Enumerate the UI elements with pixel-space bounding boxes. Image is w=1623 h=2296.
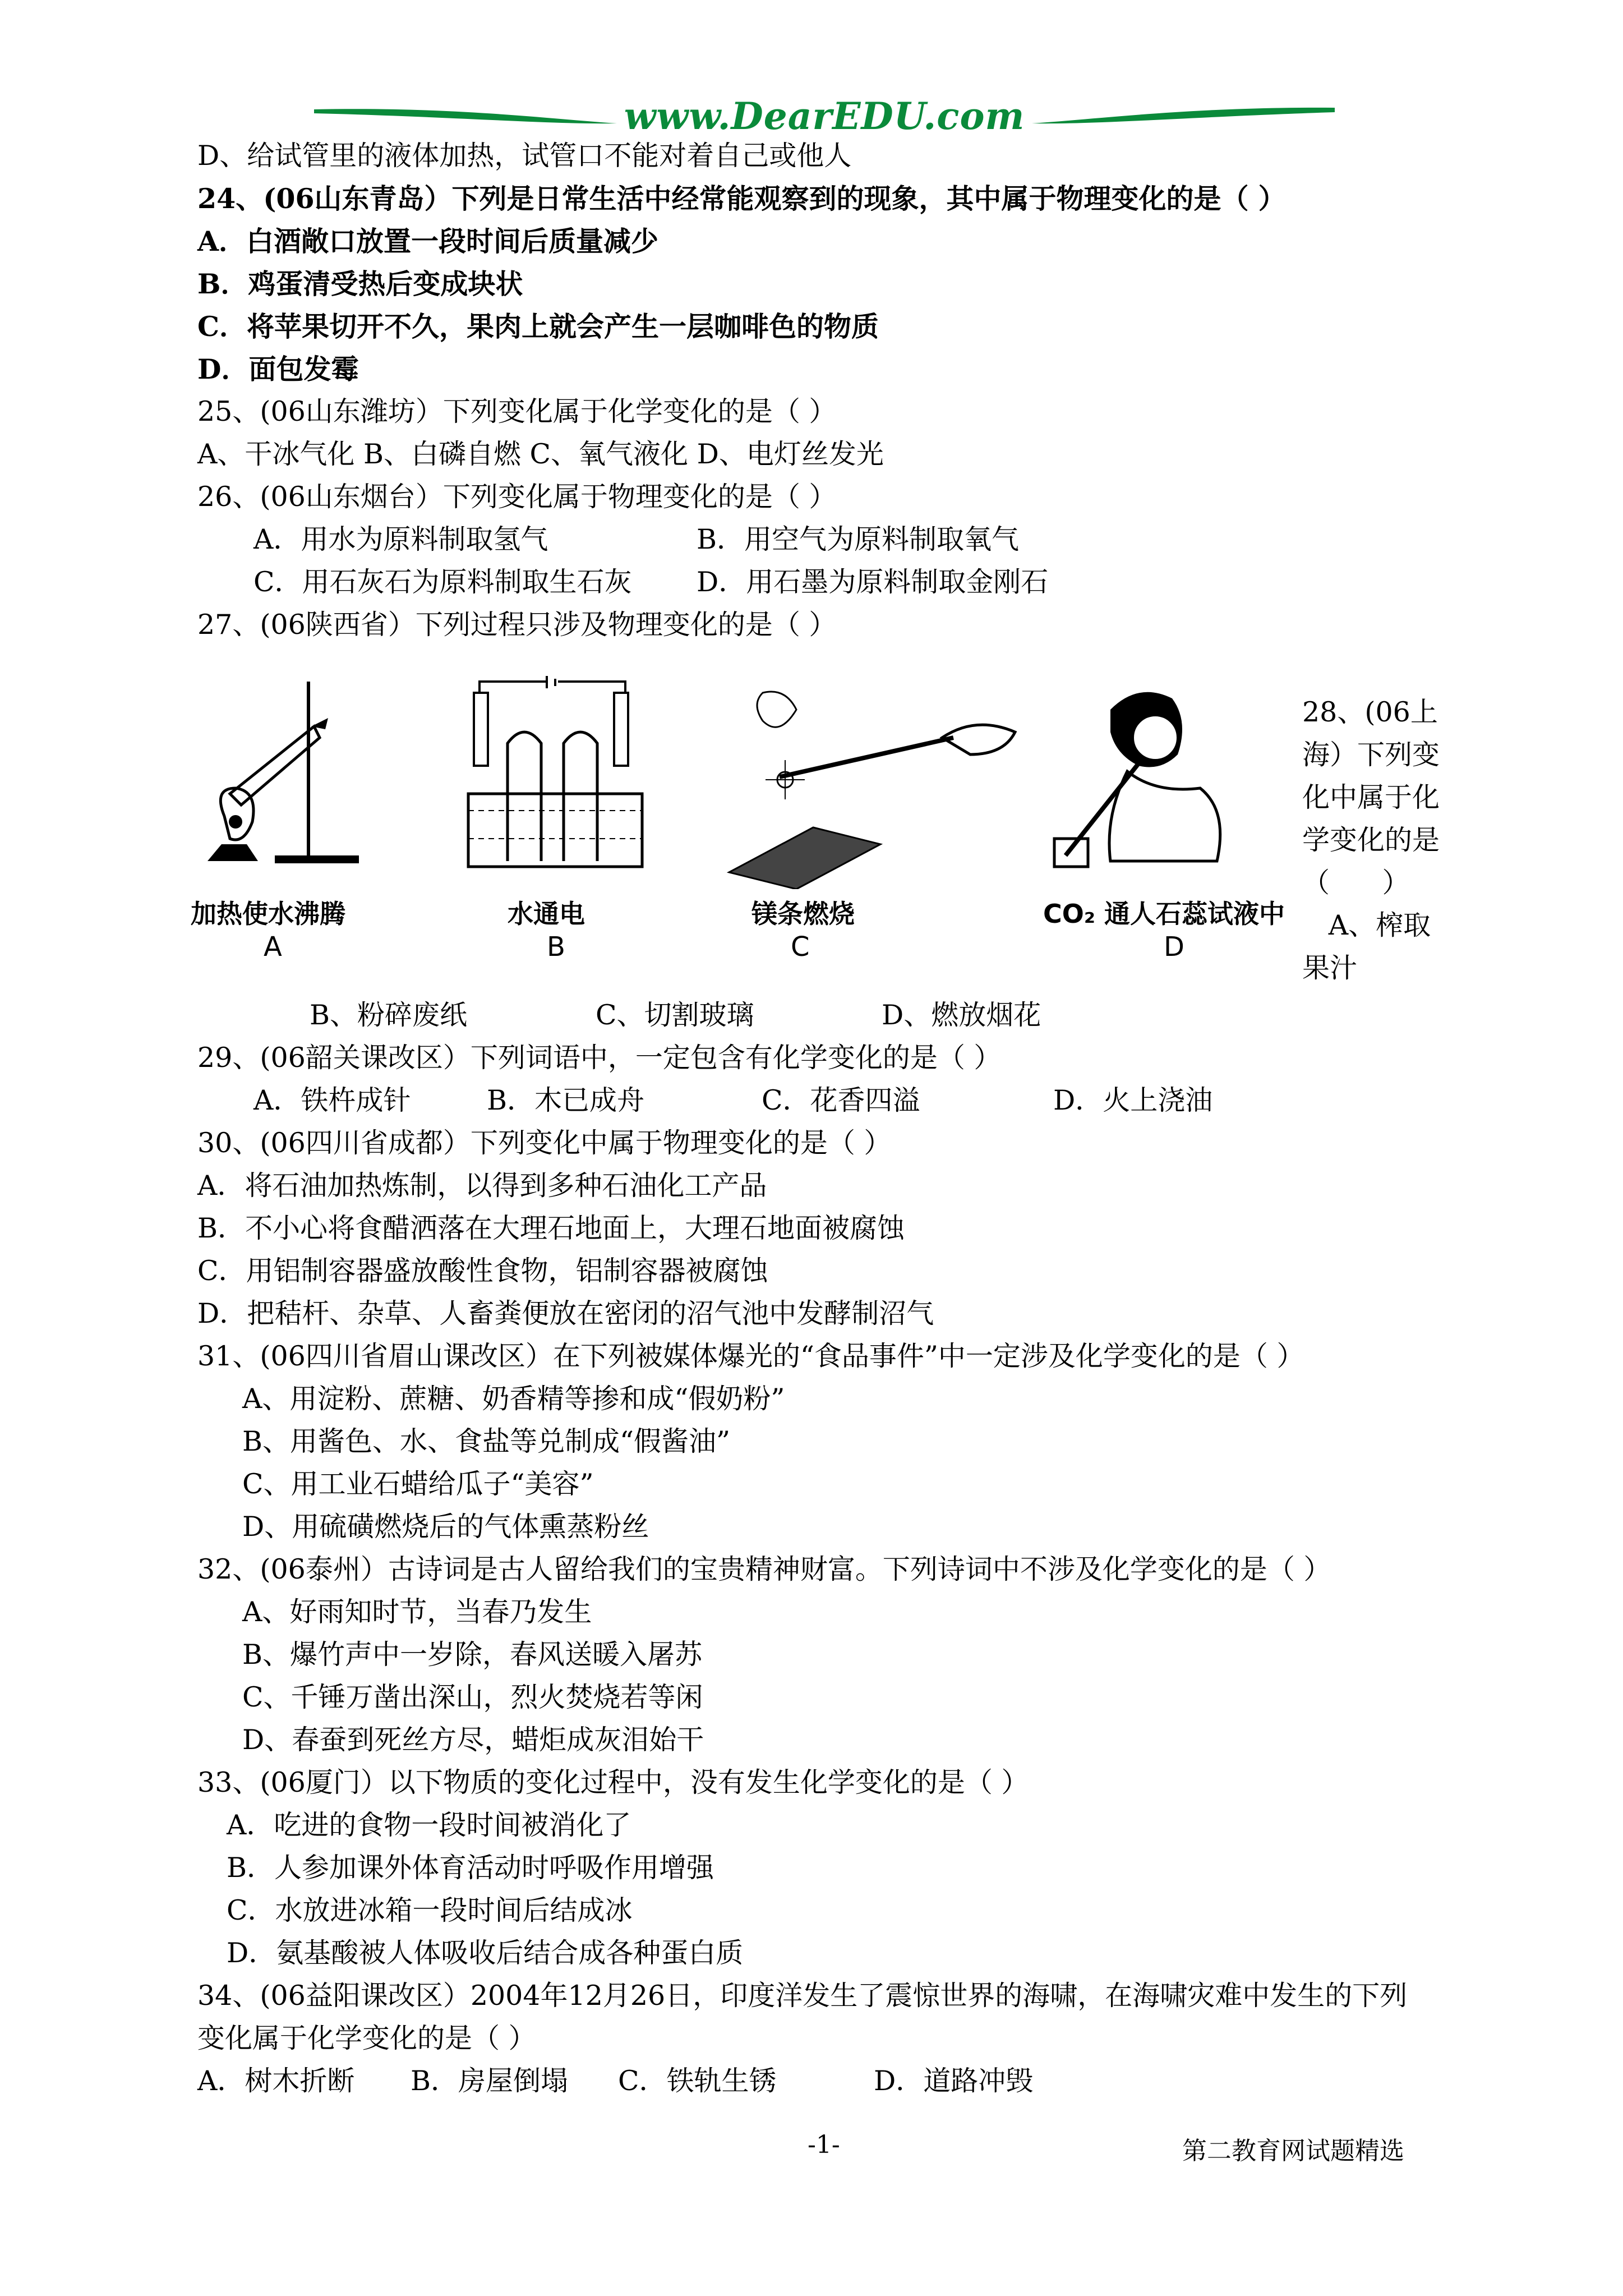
text-line: D．面包发霉 xyxy=(197,353,359,385)
q28-option-c: C、切割玻璃 xyxy=(596,999,754,1031)
q34-option-c: C．铁轨生锈 xyxy=(618,2065,777,2097)
heating-water-illustration-icon xyxy=(191,676,393,889)
text-line: 25、(06山东潍坊）下列变化属于化学变化的是（ ） xyxy=(197,395,837,427)
text-line: A、干冰气化 B、白磷自燃 C、氧气液化 D、电灯丝发光 xyxy=(197,438,884,470)
text-line: A、好雨知时节，当春乃发生 xyxy=(242,1596,592,1628)
text-line: A．白酒敞口放置一段时间后质量减少 xyxy=(197,225,659,257)
text-line: 33、(06厦门）以下物质的变化过程中，没有发生化学变化的是（ ） xyxy=(197,1766,1029,1798)
q28-options xyxy=(197,994,1482,1037)
q34-option-d: D．道路冲毁 xyxy=(874,2065,1034,2097)
text-line: 31、(06四川省眉山课改区）在下列被媒体爆光的“食品事件”中一定涉及化学变化的是（ ） xyxy=(197,1340,1304,1372)
q28-side-line: 学变化的是 xyxy=(1302,824,1440,856)
text-line: B．鸡蛋清受热后变成块状 xyxy=(197,268,523,300)
electrolysis-illustration-icon xyxy=(463,676,653,889)
q28-side-line: 果汁 xyxy=(1302,952,1358,984)
figure-c-caption: 镁条燃烧 xyxy=(751,899,855,929)
q34-option-a: A．树木折断 xyxy=(197,2065,355,2097)
q28-side-text xyxy=(1302,691,1482,990)
q29-stem: 29、(06韶关课改区）下列词语中，一定包含有化学变化的是（ ） xyxy=(197,1042,1002,1074)
q28-side-line: 28、(06上 xyxy=(1302,696,1438,728)
q26-option-row-1 xyxy=(197,518,1482,561)
figure-d xyxy=(1043,676,1312,990)
figure-d-letter: D xyxy=(1164,931,1184,963)
q27-figures xyxy=(191,676,1301,990)
text-line: D、给试管里的液体加热，试管口不能对着自己或他人 xyxy=(197,140,852,172)
text-line: A、用淀粉、蔗糖、奶香精等掺和成“假奶粉” xyxy=(242,1383,785,1415)
q26-option-row-2 xyxy=(197,561,1482,604)
footer-site-name: 第二教育网试题精选 xyxy=(1182,2137,1404,2165)
text-line: B、爆竹声中一岁除，春风送暖入屠苏 xyxy=(242,1639,703,1671)
figure-a-letter: A xyxy=(264,931,282,963)
figure-b-letter: B xyxy=(547,931,565,963)
q26-option-d: D．用石墨为原料制取金刚石 xyxy=(697,566,1049,598)
text-line: D、用硫磺燃烧后的气体熏蒸粉丝 xyxy=(242,1511,649,1543)
q28-side-line: A、榨取 xyxy=(1302,909,1431,941)
text-line: B．人参加课外体育活动时呼吸作用增强 xyxy=(227,1852,714,1884)
figure-b xyxy=(463,676,653,990)
figure-d-caption: CO₂ 通人石蕊试液中 xyxy=(1043,899,1285,929)
q34-options xyxy=(197,2060,1482,2102)
text-line: B、用酱色、水、食盐等兑制成“假酱油” xyxy=(242,1425,731,1457)
figure-c-letter: C xyxy=(791,931,810,963)
text-line: B．不小心将食醋洒落在大理石地面上，大理石地面被腐蚀 xyxy=(197,1212,905,1244)
q29-option-d: D．火上浇油 xyxy=(1053,1084,1213,1116)
figure-c xyxy=(712,676,1026,990)
text-line: D．把秸杆、杂草、人畜粪便放在密闭的沼气池中发酵制沼气 xyxy=(197,1297,934,1329)
q26-option-b: B．用空气为原料制取氧气 xyxy=(697,523,1020,555)
q28-side-line: （ ） xyxy=(1302,867,1410,899)
text-line: 变化属于化学变化的是（ ） xyxy=(197,2022,536,2054)
figure-a xyxy=(191,676,393,990)
text-line: C．用铝制容器盛放酸性食物，铝制容器被腐蚀 xyxy=(197,1255,768,1287)
text-line: C、千锤万凿出深山，烈火焚烧若等闲 xyxy=(242,1681,703,1713)
text-line: 26、(06山东烟台）下列变化属于物理变化的是（ ） xyxy=(197,481,837,513)
q26-option-c: C．用石灰石为原料制取生石灰 xyxy=(253,566,632,598)
text-line: A．吃进的食物一段时间被消化了 xyxy=(227,1809,631,1841)
q29-option-c: C．花香四溢 xyxy=(762,1084,920,1116)
text-line: 34、(06益阳课改区）2004年12月26日，印度洋发生了震惊世界的海啸，在海啸灾难中发生的下列 xyxy=(197,1980,1408,2012)
q27-stem: 27、(06陕西省）下列过程只涉及物理变化的是（ ） xyxy=(197,609,837,641)
magnesium-burning-illustration-icon xyxy=(712,676,1026,889)
co2-litmus-illustration-icon xyxy=(1043,676,1301,889)
q28-option-d: D、燃放烟花 xyxy=(882,999,1041,1031)
figure-b-caption: 水通电 xyxy=(508,899,585,929)
text-line: C、用工业石蜡给瓜子“美容” xyxy=(242,1468,594,1500)
q29-option-b: B．木已成舟 xyxy=(487,1084,645,1116)
question-body xyxy=(197,135,1482,2102)
text-line: 32、(06泰州）古诗词是古人留给我们的宝贵精神财富。下列诗词中不涉及化学变化的是（ ） xyxy=(197,1553,1331,1585)
text-line: C．水放进冰箱一段时间后结成冰 xyxy=(227,1894,633,1926)
text-line: D．氨基酸被人体吸收后结合成各种蛋白质 xyxy=(227,1937,744,1969)
text-line: 30、(06四川省成都）下列变化中属于物理变化的是（ ） xyxy=(197,1127,892,1159)
q28-side-line: 海）下列变 xyxy=(1302,739,1440,771)
q28-side-line: 化中属于化 xyxy=(1302,781,1440,813)
text-line: C．将苹果切开不久，果肉上就会产生一层咖啡色的物质 xyxy=(197,310,879,343)
q34-option-b: B．房屋倒塌 xyxy=(411,2065,569,2097)
text-line: 24、(06山东青岛）下列是日常生活中经常能观察到的现象，其中属于物理变化的是（ ） xyxy=(197,182,1286,215)
q26-option-a: A．用水为原料制取氢气 xyxy=(253,523,548,555)
figure-a-caption: 加热使水沸腾 xyxy=(191,899,345,929)
text-line: D、春蚕到死丝方尽，蜡炬成灰泪始干 xyxy=(242,1724,704,1756)
q29-options xyxy=(197,1079,1482,1122)
q29-option-a: A．铁杵成针 xyxy=(253,1084,411,1116)
text-line: A．将石油加热炼制，以得到多种石油化工产品 xyxy=(197,1170,767,1202)
page-number: -1- xyxy=(808,2131,840,2159)
q28-option-b: B、粉碎废纸 xyxy=(310,999,468,1031)
site-url: www.DearEDU.com xyxy=(624,94,1025,138)
